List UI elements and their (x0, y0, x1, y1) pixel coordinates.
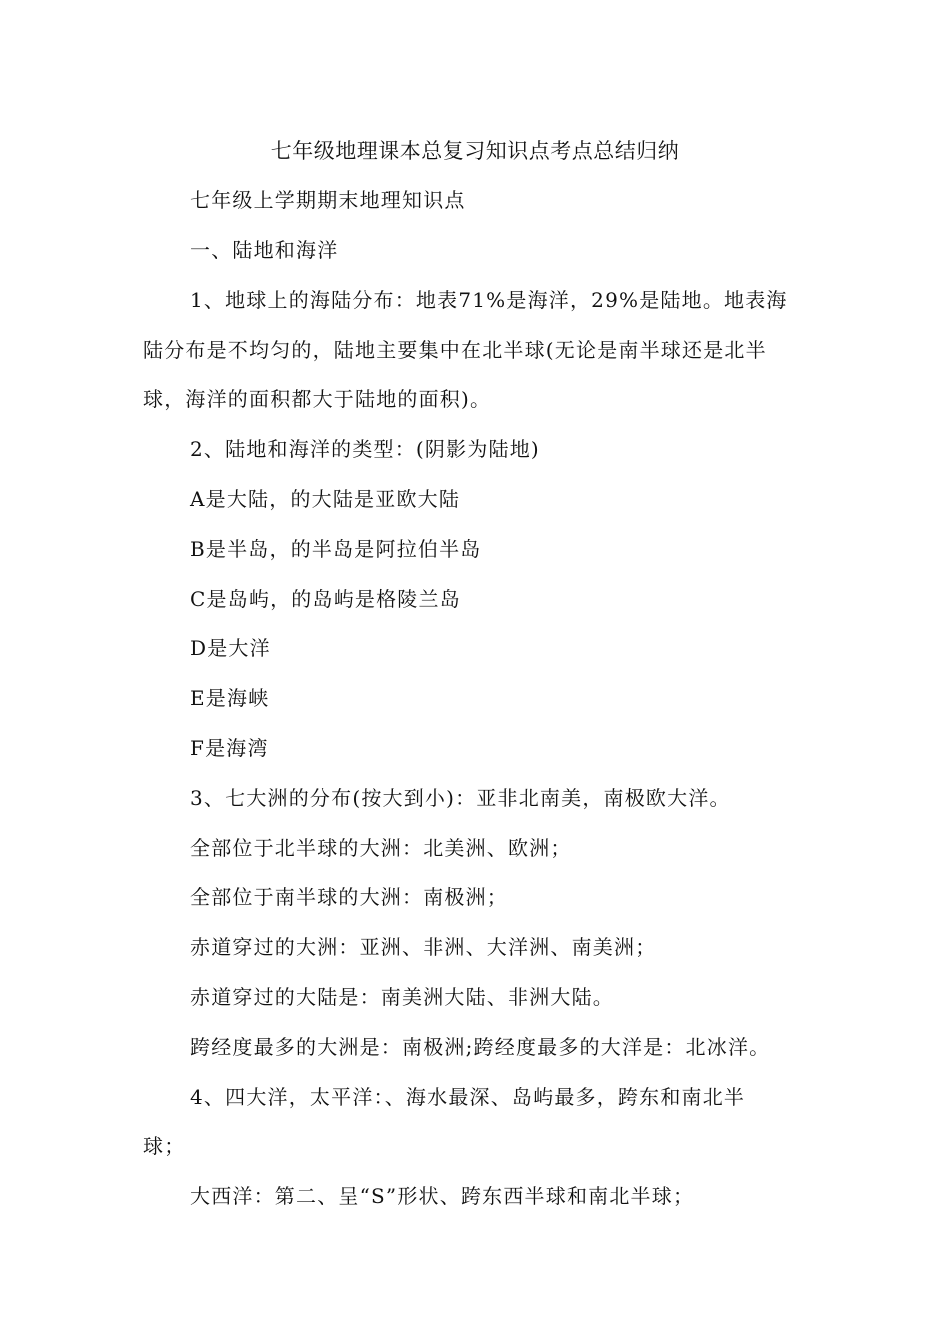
paragraph-line: 赤道穿过的大洲：亚洲、非洲、大洋洲、南美洲； (190, 935, 657, 959)
paragraph-line: 跨经度最多的大洲是：南极洲;跨经度最多的大洋是：北冰洋。 (190, 1035, 771, 1059)
paragraph-line: 大西洋：第二、呈“S”形状、跨东西半球和南北半球； (190, 1184, 695, 1208)
paragraph-line: 球，海洋的面积都大于陆地的面积)。 (143, 387, 492, 411)
paragraph-line: 陆分布是不均匀的，陆地主要集中在北半球(无论是南半球还是北半 (143, 338, 767, 362)
chapter-heading: 一、陆地和海洋 (190, 238, 339, 262)
document-title: 七年级地理课本总复习知识点考点总结归纳 (270, 139, 680, 163)
paragraph-line: D是大洋 (190, 636, 271, 660)
paragraph-line: 全部位于北半球的大洲：北美洲、欧洲； (190, 836, 572, 860)
paragraph-line: E是海峡 (190, 686, 270, 710)
paragraph-line: A是大陆，的大陆是亚欧大陆 (190, 487, 461, 511)
paragraph-line: 全部位于南半球的大洲：南极洲； (190, 885, 508, 909)
paragraph-line: C是岛屿，的岛屿是格陵兰岛 (190, 587, 461, 611)
paragraph-line: 2、陆地和海洋的类型：(阴影为陆地) (190, 437, 540, 461)
section-heading: 七年级上学期期末地理知识点 (190, 188, 466, 212)
paragraph-line: 4、四大洋，太平洋：、海水最深、岛屿最多，跨东和南北半 (190, 1085, 746, 1109)
paragraph-line: F是海湾 (190, 736, 269, 760)
paragraph-line: 3、七大洲的分布(按大到小)：亚非北南美，南极欧大洋。 (190, 786, 731, 810)
paragraph-line: B是半岛，的半岛是阿拉伯半岛 (190, 537, 482, 561)
paragraph-line: 1、地球上的海陆分布：地表71%是海洋，29%是陆地。地表海 (190, 288, 788, 312)
paragraph-line: 赤道穿过的大陆是：南美洲大陆、非洲大陆。 (190, 985, 614, 1009)
paragraph-line: 球； (143, 1134, 186, 1158)
